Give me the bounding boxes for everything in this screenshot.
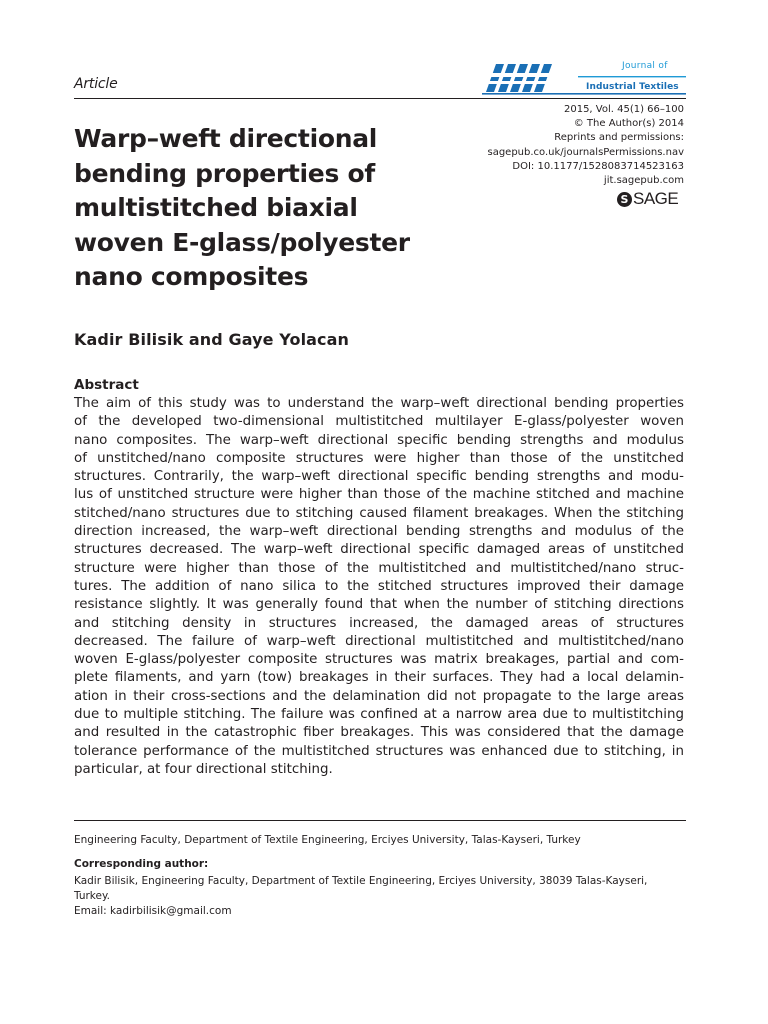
journal-site-link[interactable]: jit.sagepub.com: [603, 175, 684, 187]
abstract-line: decreased. The failure of warp–weft directional multistitched and multistitched/nano: [74, 633, 684, 649]
abstract-line: stitched/nano structures due to stitching caused filament breakages. When the stitching: [74, 505, 684, 521]
title-line: bending properties of: [74, 158, 375, 188]
abstract-line: nano composites. The warp–weft directional specific bending strengths and modulus: [74, 432, 684, 448]
author-list: Kadir Bilisik and Gaye Yolacan: [74, 330, 350, 349]
abstract-line: lus of unstitched structure were higher than those of the machine stitched and machine: [74, 487, 684, 503]
abstract-body: [74, 395, 684, 779]
abstract-line: and stitching density in structures increased, the damaged areas of structures: [74, 615, 684, 631]
article-type-label: Article: [74, 76, 118, 92]
abstract-line: due to multiple stitching. The failure was confined at a narrow area due to multistitching: [74, 707, 684, 723]
header-divider: [74, 98, 686, 99]
sage-logo-text: SAGE: [633, 189, 679, 208]
paper-title: [74, 122, 454, 295]
corresponding-email[interactable]: Email: kadirbilisik@gmail.com: [74, 905, 232, 918]
footnote-divider: [74, 820, 686, 821]
corresponding-address: Kadir Bilisik, Engineering Faculty, Department of Textile Engineering, Erciyes University, 38039 Talas-Kayseri,: [74, 875, 648, 887]
abstract-line: structures. Contrarily, the warp–weft directional specific bending strengths and modu-: [74, 469, 684, 485]
abstract-line: ation in their cross-sections and the delamination did not propagate to the large areas: [74, 688, 684, 704]
permissions-link[interactable]: sagepub.co.uk/journalsPermissions.nav: [487, 146, 684, 158]
abstract-line: structure were higher than those of the multistitched and multistitched/nano struc-: [74, 560, 684, 576]
corresponding-author-heading: Corresponding author:: [74, 858, 209, 870]
sage-s-icon: S: [617, 192, 632, 207]
title-line: Warp–weft directional: [74, 124, 378, 153]
abstract-line: and resulted in the catastrophic fiber breakages. This was considered that the damage: [74, 725, 684, 741]
abstract-line: woven E-glass/polyester composite structures was matrix breakages, partial and com-: [74, 652, 684, 668]
corresponding-author-details: [74, 874, 686, 920]
doi-text[interactable]: DOI: 10.1177/1528083714523163: [512, 160, 684, 172]
journal-of-text: Journal of: [622, 61, 668, 71]
title-line: nano composites: [74, 262, 309, 291]
citation-volume: 2015, Vol. 45(1) 66–100: [563, 104, 684, 115]
abstract-line: tures. The addition of nano silica to the stitched structures improved their damage: [74, 578, 684, 594]
abstract-line: of unstitched/nano composite structures were higher than those of the unstitched: [74, 450, 684, 466]
abstract-line: The aim of this study was to understand the warp–weft directional bending properties: [74, 396, 684, 411]
author-affiliation: Engineering Faculty, Department of Textile Engineering, Erciyes University, Talas-Kayseri, Turkey: [74, 834, 581, 846]
journal-name: Industrial Textiles: [586, 82, 679, 92]
corresponding-country: Turkey.: [74, 890, 111, 903]
abstract-heading: Abstract: [74, 377, 139, 393]
abstract-line: tolerance performance of the multistitched structures was enhanced due to stitching, in: [74, 743, 684, 759]
abstract-line: particular, at four directional stitching.: [74, 761, 333, 777]
abstract-line: plete filaments, and yarn (tow) breakages in their surfaces. They had a local delamin-: [74, 670, 684, 686]
abstract-line: resistance slightly. It was generally found that when the number of stitching directions: [74, 597, 684, 613]
title-line: woven E-glass/polyester: [74, 227, 410, 257]
abstract-line: of the developed two-dimensional multistitched multilayer E-glass/polyester woven: [74, 414, 684, 430]
abstract-line: direction increased, the warp–weft directional bending strengths and modulus of the: [74, 524, 684, 540]
title-line: multistitched biaxial: [74, 193, 358, 222]
abstract-line: structures decreased. The warp–weft directional specific damaged areas of unstitched: [74, 542, 684, 558]
sage-publisher-logo: [617, 188, 678, 210]
copyright-notice: © The Author(s) 2014: [573, 118, 684, 130]
reprints-label: Reprints and permissions:: [554, 132, 684, 144]
